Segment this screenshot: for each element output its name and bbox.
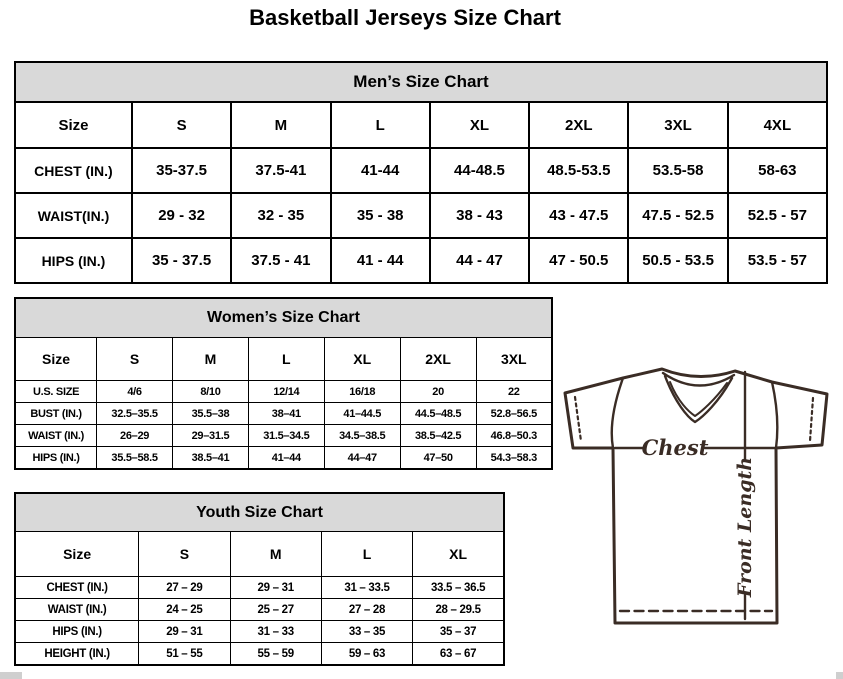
size-column-header: XL (430, 102, 529, 148)
measurement-cell: 54.3–58.3 (476, 447, 552, 470)
measurement-cell: 47–50 (400, 447, 476, 470)
measurement-cell: 35 - 37.5 (132, 238, 231, 283)
size-column-header: XL (324, 338, 400, 381)
size-column-header: 2XL (400, 338, 476, 381)
measurement-cell: 47 - 50.5 (529, 238, 628, 283)
measurement-cell: 38–41 (248, 403, 324, 425)
measurement-cell: 46.8–50.3 (476, 425, 552, 447)
youth-size-table (14, 492, 505, 666)
row-label: WAIST (IN.) (15, 599, 139, 621)
measurement-cell: 38 - 43 (430, 193, 529, 238)
size-column-header: M (173, 338, 249, 381)
size-column-header: 2XL (529, 102, 628, 148)
measurement-cell: 22 (476, 381, 552, 403)
measurement-cell: 12/14 (248, 381, 324, 403)
measurement-cell: 32 - 35 (231, 193, 330, 238)
mens-size-table (14, 61, 828, 284)
page-title: Basketball Jerseys Size Chart (249, 5, 561, 30)
jersey-measurement-diagram (555, 360, 843, 670)
size-column-header: L (321, 532, 412, 577)
measurement-cell: 35.5–58.5 (97, 447, 173, 470)
measurement-cell: 34.5–38.5 (324, 425, 400, 447)
size-column-header: S (139, 532, 230, 577)
measurement-cell: 37.5-41 (231, 148, 330, 193)
size-column-header: XL (413, 532, 504, 577)
row-label: BUST (IN.) (15, 403, 97, 425)
size-column-header: 3XL (628, 102, 727, 148)
size-column-header: 4XL (728, 102, 827, 148)
row-label: WAIST (IN.) (15, 425, 97, 447)
row-label: HIPS (IN.) (15, 447, 97, 470)
measurement-cell: 26–29 (97, 425, 173, 447)
size-column-header: L (248, 338, 324, 381)
measurement-cell: 44.5–48.5 (400, 403, 476, 425)
womens-size-table (14, 297, 553, 470)
measurement-cell: 28 – 29.5 (413, 599, 504, 621)
row-label: CHEST (IN.) (15, 148, 132, 193)
row-label: HIPS (IN.) (15, 621, 139, 643)
measurement-cell: 44-48.5 (430, 148, 529, 193)
measurement-cell: 58-63 (728, 148, 827, 193)
size-column-header: M (230, 532, 321, 577)
measurement-cell: 52.8–56.5 (476, 403, 552, 425)
bottom-left-ui-fragment (0, 672, 22, 679)
measurement-cell: 52.5 - 57 (728, 193, 827, 238)
size-column-header: L (331, 102, 430, 148)
row-label: U.S. SIZE (15, 381, 97, 403)
measurement-cell: 35.5–38 (173, 403, 249, 425)
measurement-cell: 29–31.5 (173, 425, 249, 447)
table-title: Women’s Size Chart (15, 298, 552, 338)
measurement-cell: 37.5 - 41 (231, 238, 330, 283)
measurement-cell: 50.5 - 53.5 (628, 238, 727, 283)
measurement-cell: 31 – 33.5 (321, 577, 412, 599)
row-label: CHEST (IN.) (15, 577, 139, 599)
measurement-cell: 51 – 55 (139, 643, 230, 666)
bottom-right-ui-fragment (836, 672, 843, 679)
measurement-cell: 43 - 47.5 (529, 193, 628, 238)
size-header-cell: Size (15, 532, 139, 577)
jersey-outline-icon (565, 369, 827, 623)
size-column-header: M (231, 102, 330, 148)
measurement-cell: 31 – 33 (230, 621, 321, 643)
measurement-cell: 29 - 32 (132, 193, 231, 238)
measurement-cell: 20 (400, 381, 476, 403)
measurement-cell: 29 – 31 (230, 577, 321, 599)
measurement-cell: 48.5-53.5 (529, 148, 628, 193)
measurement-cell: 29 – 31 (139, 621, 230, 643)
size-column-header: S (97, 338, 173, 381)
measurement-cell: 8/10 (173, 381, 249, 403)
measurement-cell: 47.5 - 52.5 (628, 193, 727, 238)
size-header-cell: Size (15, 338, 97, 381)
measurement-cell: 27 – 29 (139, 577, 230, 599)
measurement-cell: 35 – 37 (413, 621, 504, 643)
row-label: WAIST(IN.) (15, 193, 132, 238)
measurement-cell: 38.5–42.5 (400, 425, 476, 447)
measurement-cell: 53.5 - 57 (728, 238, 827, 283)
measurement-cell: 35-37.5 (132, 148, 231, 193)
measurement-cell: 16/18 (324, 381, 400, 403)
size-column-header: S (132, 102, 231, 148)
measurement-cell: 24 – 25 (139, 599, 230, 621)
measurement-cell: 53.5-58 (628, 148, 727, 193)
row-label: HIPS (IN.) (15, 238, 132, 283)
measurement-cell: 33.5 – 36.5 (413, 577, 504, 599)
front-length-label: Front Length (734, 456, 756, 598)
measurement-cell: 38.5–41 (173, 447, 249, 470)
measurement-cell: 63 – 67 (413, 643, 504, 666)
measurement-cell: 41–44.5 (324, 403, 400, 425)
measurement-cell: 59 – 63 (321, 643, 412, 666)
table-title: Youth Size Chart (15, 493, 504, 532)
measurement-cell: 33 – 35 (321, 621, 412, 643)
measurement-cell: 32.5–35.5 (97, 403, 173, 425)
measurement-cell: 4/6 (97, 381, 173, 403)
measurement-cell: 27 – 28 (321, 599, 412, 621)
measurement-cell: 25 – 27 (230, 599, 321, 621)
measurement-cell: 41 - 44 (331, 238, 430, 283)
measurement-cell: 41-44 (331, 148, 430, 193)
measurement-cell: 31.5–34.5 (248, 425, 324, 447)
size-header-cell: Size (15, 102, 132, 148)
table-title: Men’s Size Chart (15, 62, 827, 102)
measurement-cell: 44 - 47 (430, 238, 529, 283)
row-label: HEIGHT (IN.) (15, 643, 139, 666)
measurement-cell: 44–47 (324, 447, 400, 470)
measurement-cell: 35 - 38 (331, 193, 430, 238)
measurement-cell: 55 – 59 (230, 643, 321, 666)
size-column-header: 3XL (476, 338, 552, 381)
chest-label: Chest (641, 435, 709, 460)
measurement-cell: 41–44 (248, 447, 324, 470)
